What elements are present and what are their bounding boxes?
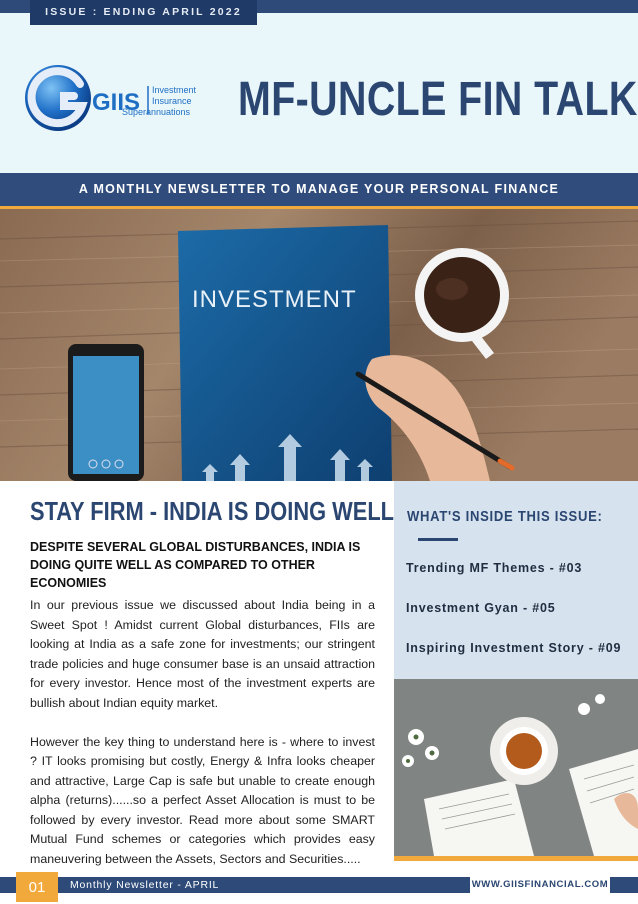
inside-issue-divider	[418, 538, 458, 541]
book-title: INVESTMENT	[192, 286, 357, 313]
issue-label: ISSUE : ENDING APRIL 2022	[30, 0, 257, 25]
article-paragraph-1: In our previous issue we discussed about India being in a Sweet Spot ! Amidst current Global disturbances, FIIs are looking at India as a safe zone for investments; our stringent trade policies and huge consumer base is an unsaid attraction for every investor. Hence most of the investment experts are bullish about Indian equity market.	[30, 598, 375, 710]
tagline: A MONTHLY NEWSLETTER TO MANAGE YOUR PERSONAL FINANCE	[78, 182, 560, 196]
photo-accent-rule	[394, 856, 638, 861]
inside-issue-item-trending[interactable]: Trending MF Themes - #03	[406, 561, 583, 575]
inside-issue-item-story[interactable]: Inspiring Investment Story - #09	[406, 641, 622, 655]
page-number: 01	[16, 872, 58, 902]
svg-text:Superannuations: Superannuations	[122, 107, 191, 117]
svg-text:GIIS: GIIS	[92, 89, 141, 116]
inside-issue-item-gyan[interactable]: Investment Gyan - #05	[406, 601, 556, 615]
article-paragraph-2: However the key thing to understand here is - where to invest ? IT looks promising but costly, Energy & Infra looks cheaper and attractive, Large Cap is safe but unable to create enough alpha (returns)......so a perfect Asset Allocation is must to be followed by every investor. Read more about some SMART Mutual Fund schemes or categories which provides easy maneuvering between the Assets, Sectors and Securities.....	[30, 734, 375, 866]
website-link[interactable]: WWW.GIISFINANCIAL.COM	[471, 879, 609, 890]
article-headline: STAY FIRM - INDIA IS DOING WELL	[30, 496, 395, 526]
svg-text:Insurance: Insurance	[152, 96, 192, 106]
footer-newsletter-label: Monthly Newsletter - APRIL	[70, 879, 220, 891]
newsletter-title: MF-UNCLE FIN TALK	[238, 73, 638, 126]
article-subhead: DESPITE SEVERAL GLOBAL DISTURBANCES, INDIA IS DOING QUITE WELL AS COMPARED TO OTHER ECONOMIES	[30, 540, 361, 590]
article-body	[30, 596, 375, 889]
giis-logo	[24, 62, 200, 134]
svg-text:Investment: Investment	[152, 85, 197, 95]
hero-image	[0, 209, 638, 481]
tea-books-photo	[394, 679, 638, 856]
inside-issue-title: WHAT'S INSIDE THIS ISSUE:	[407, 509, 603, 525]
